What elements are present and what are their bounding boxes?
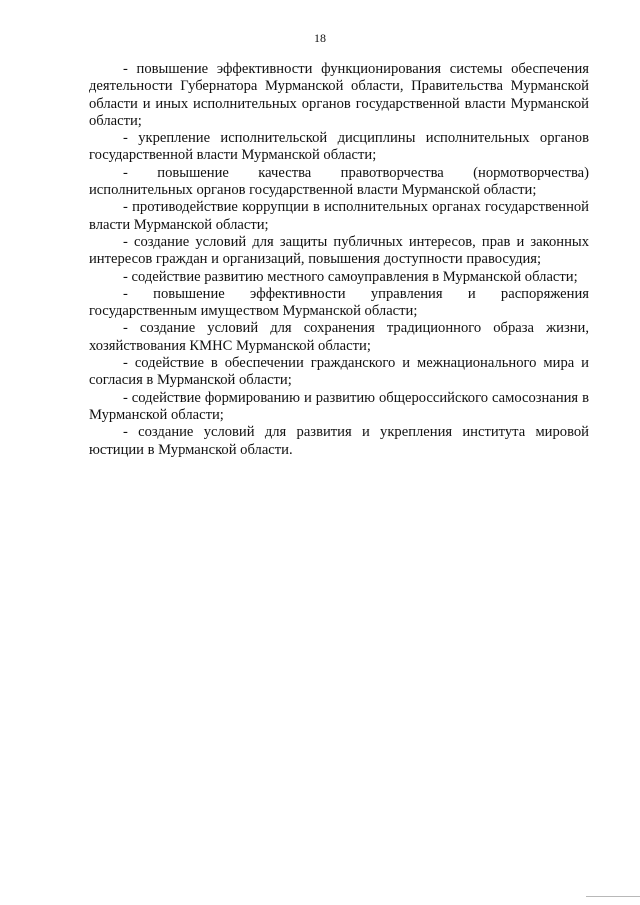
- list-item: - содействие в обеспечении гражданского и межнационального мира и согласия в Мурманской области;: [89, 355, 589, 389]
- list-item: - создание условий для защиты публичных интересов, прав и законных интересов граждан и организаций, повышения доступности правосудия;: [89, 233, 589, 268]
- scan-edge-divider: [586, 896, 640, 897]
- list-item: - повышение качества правотворчества (нормотворчества) исполнительных органов государственной власти Мурманской области;: [89, 164, 589, 199]
- page-number: 18: [314, 31, 326, 45]
- list-item: - создание условий для развития и укрепления института мировой юстиции в Мурманской области.: [89, 424, 589, 458]
- list-item: - укрепление исполнительской дисциплины исполнительных органов государственной власти Мурманской области;: [89, 130, 589, 164]
- document-body: [89, 61, 589, 459]
- list-item: - противодействие коррупции в исполнительных органах государственной власти Мурманской области;: [89, 199, 589, 233]
- list-item: - создание условий для сохранения традиционного образа жизни, хозяйствования КМНС Мурманской области;: [89, 320, 589, 354]
- list-item: - повышение эффективности управления и распоряжения государственным имуществом Мурманской области;: [89, 285, 589, 320]
- list-item: - содействие развитию местного самоуправления в Мурманской области;: [123, 268, 578, 285]
- list-item: - содействие формированию и развитию общероссийского самосознания в Мурманской области;: [89, 389, 589, 423]
- list-item: - повышение эффективности функционирования системы обеспечения деятельности Губернатора Мурманской области, Правительства Мурманской области и иных исполнительных органов государственной власти Мурманской области;: [89, 61, 589, 129]
